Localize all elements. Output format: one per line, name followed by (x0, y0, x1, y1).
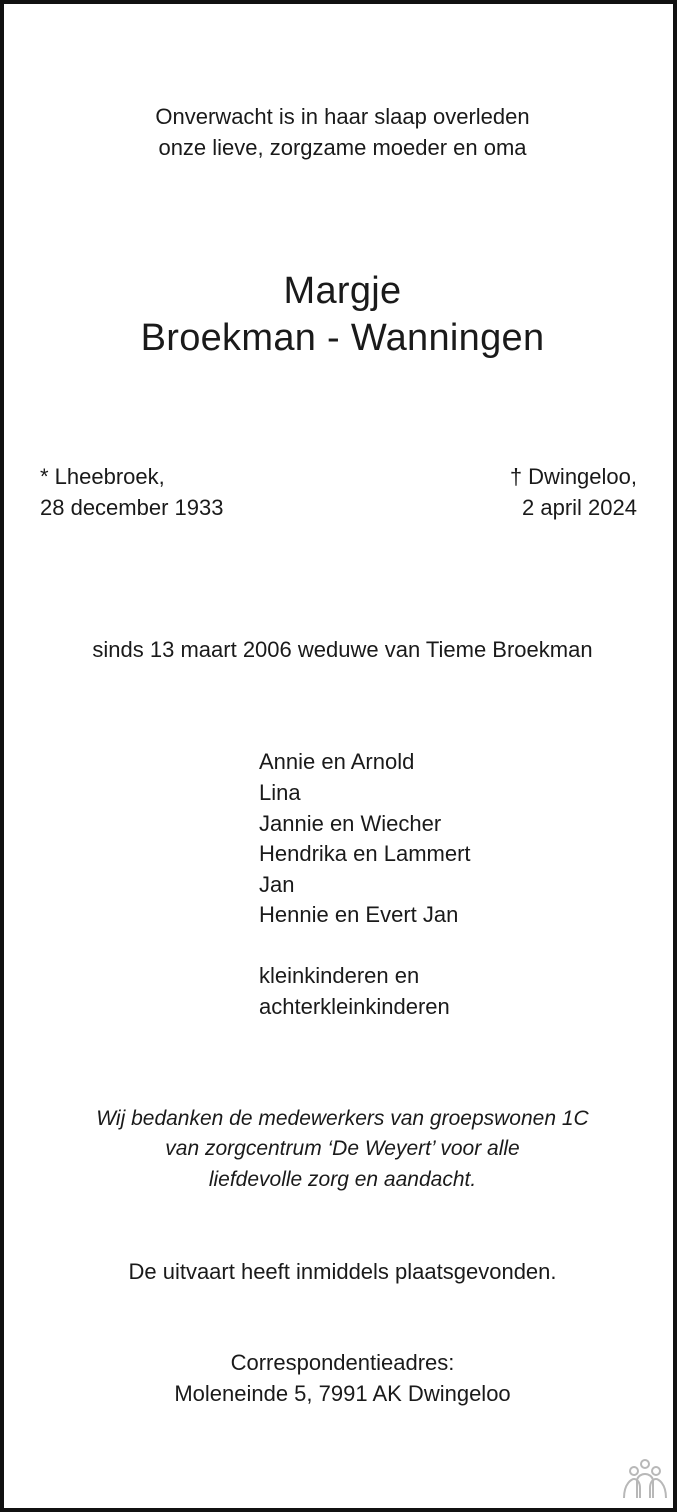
full-name: Broekman - Wanningen (140, 317, 545, 359)
widow-line: sinds 13 maart 2006 weduwe van Tieme Broekman (92, 637, 593, 662)
birth-place: * Lheebroek, (40, 464, 165, 489)
thanks-line-3: liefdevolle zorg en aandacht. (208, 1168, 477, 1191)
death-place: † Dwingeloo, (509, 464, 637, 489)
intro-line-2: onze lieve, zorgzame moeder en oma (158, 135, 527, 160)
funeral-notice: De uitvaart heeft inmiddels plaatsgevonden. (128, 1259, 557, 1284)
thanks-line-2: van zorgcentrum ‘De Weyert’ voor alle (165, 1137, 520, 1160)
birth-date: 28 december 1933 (40, 495, 224, 520)
family-member: Hennie en Evert Jan (259, 902, 459, 927)
family-group-icon (620, 1458, 670, 1502)
family-member: Jan (259, 872, 295, 897)
grandchildren-line-1: kleinkinderen en (259, 963, 420, 988)
correspondence-label: Correspondentieadres: (230, 1350, 455, 1375)
correspondence-address: Moleneinde 5, 7991 AK Dwingeloo (174, 1381, 511, 1406)
grandchildren-line-2: achterkleinkinderen (259, 994, 450, 1019)
thanks-line-1: Wij bedanken de medewerkers van groepswonen 1C (96, 1107, 589, 1130)
family-member: Lina (259, 780, 301, 805)
intro-line-1: Onverwacht is in haar slaap overleden (155, 104, 530, 129)
family-member: Hendrika en Lammert (259, 841, 471, 866)
family-member: Jannie en Wiecher (259, 811, 442, 836)
first-name: Margje (283, 270, 402, 312)
family-member: Annie en Arnold (259, 749, 415, 774)
death-date: 2 april 2024 (522, 495, 637, 520)
